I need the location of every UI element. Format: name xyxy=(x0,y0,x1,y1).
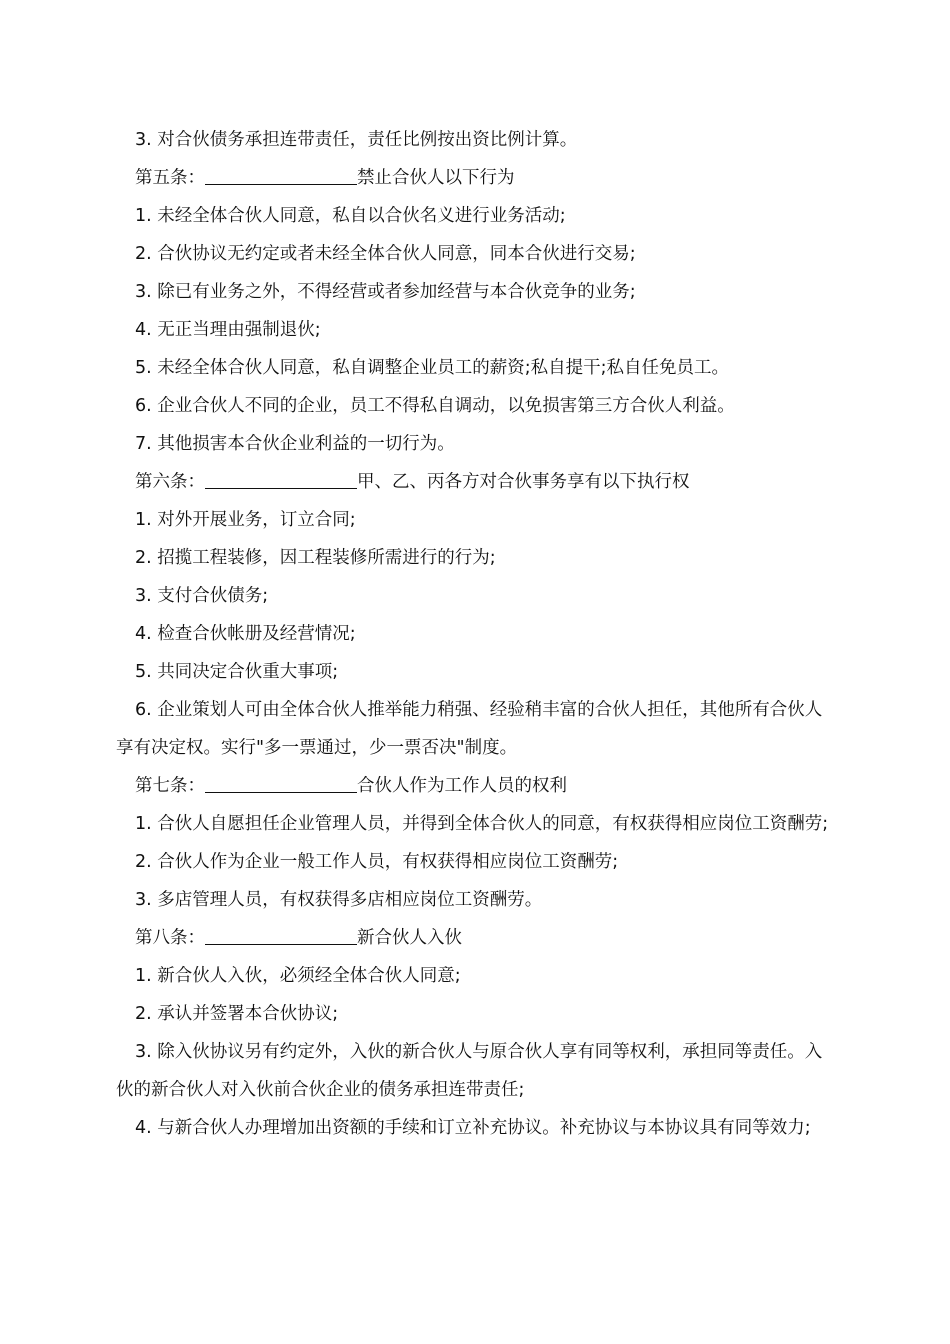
article-number: 第八条： xyxy=(135,928,205,948)
article-title: 合伙人作为工作人员的权利 xyxy=(357,776,567,796)
list-item: 3. 对合伙债务承担连带责任，责任比例按出资比例计算。 xyxy=(135,130,578,150)
list-item: 1. 未经全体合伙人同意，私自以合伙名义进行业务活动; xyxy=(135,206,566,226)
list-item: 3. 多店管理人员，有权获得多店相应岗位工资酬劳。 xyxy=(135,890,543,910)
list-item: 1. 合伙人自愿担任企业管理人员，并得到全体合伙人的同意，有权获得相应岗位工资酬劳; xyxy=(135,814,829,834)
list-item: 4. 检查合伙帐册及经营情况; xyxy=(135,624,356,644)
article-heading xyxy=(116,919,836,957)
list-item: 6. 企业合伙人不同的企业，员工不得私自调动，以免损害第三方合伙人利益。 xyxy=(135,396,735,416)
fill-in-blank-line xyxy=(205,772,357,793)
article-title: 禁止合伙人以下行为 xyxy=(357,168,515,188)
list-item: 4. 与新合伙人办理增加出资额的手续和订立补充协议。补充协议与本协议具有同等效力; xyxy=(135,1118,811,1138)
list-item: 3. 除已有业务之外，不得经营或者参加经营与本合伙竞争的业务; xyxy=(135,282,636,302)
article-number: 第七条： xyxy=(135,776,205,796)
list-item: 6. 企业策划人可由全体合伙人推举能力稍强、经验稍丰富的合伙人担任，其他所有合伙人享有决定权。实行"多一票通过，少一票否决"制度。 xyxy=(116,700,823,758)
article-heading xyxy=(116,159,836,197)
article-title: 甲、乙、丙各方对合伙事务享有以下执行权 xyxy=(357,472,690,492)
list-item: 5. 共同决定合伙重大事项; xyxy=(135,662,339,682)
list-item: 1. 新合伙人入伙，必须经全体合伙人同意; xyxy=(135,966,461,986)
document-body xyxy=(116,121,836,1147)
fill-in-blank-line xyxy=(205,924,357,945)
list-item: 4. 无正当理由强制退伙; xyxy=(135,320,321,340)
article-heading xyxy=(116,767,836,805)
list-item: 3. 支付合伙债务; xyxy=(135,586,269,606)
list-item: 2. 合伙协议无约定或者未经全体合伙人同意，同本合伙进行交易; xyxy=(135,244,636,264)
article-title: 新合伙人入伙 xyxy=(357,928,462,948)
article-number: 第六条： xyxy=(135,472,205,492)
list-item: 7. 其他损害本合伙企业利益的一切行为。 xyxy=(135,434,455,454)
list-item: 2. 合伙人作为企业一般工作人员，有权获得相应岗位工资酬劳; xyxy=(135,852,619,872)
list-item: 1. 对外开展业务，订立合同; xyxy=(135,510,356,530)
fill-in-blank-line xyxy=(205,164,357,185)
fill-in-blank-line xyxy=(205,468,357,489)
list-item: 2. 承认并签署本合伙协议; xyxy=(135,1004,339,1024)
article-heading xyxy=(116,463,836,501)
list-item: 3. 除入伙协议另有约定外，入伙的新合伙人与原合伙人享有同等权利，承担同等责任。入伙的新合伙人对入伙前合伙企业的债务承担连带责任; xyxy=(116,1042,823,1100)
list-item: 5. 未经全体合伙人同意，私自调整企业员工的薪资;私自提干;私自任免员工。 xyxy=(135,358,730,378)
list-item: 2. 招揽工程装修，因工程装修所需进行的行为; xyxy=(135,548,496,568)
article-number: 第五条： xyxy=(135,168,205,188)
